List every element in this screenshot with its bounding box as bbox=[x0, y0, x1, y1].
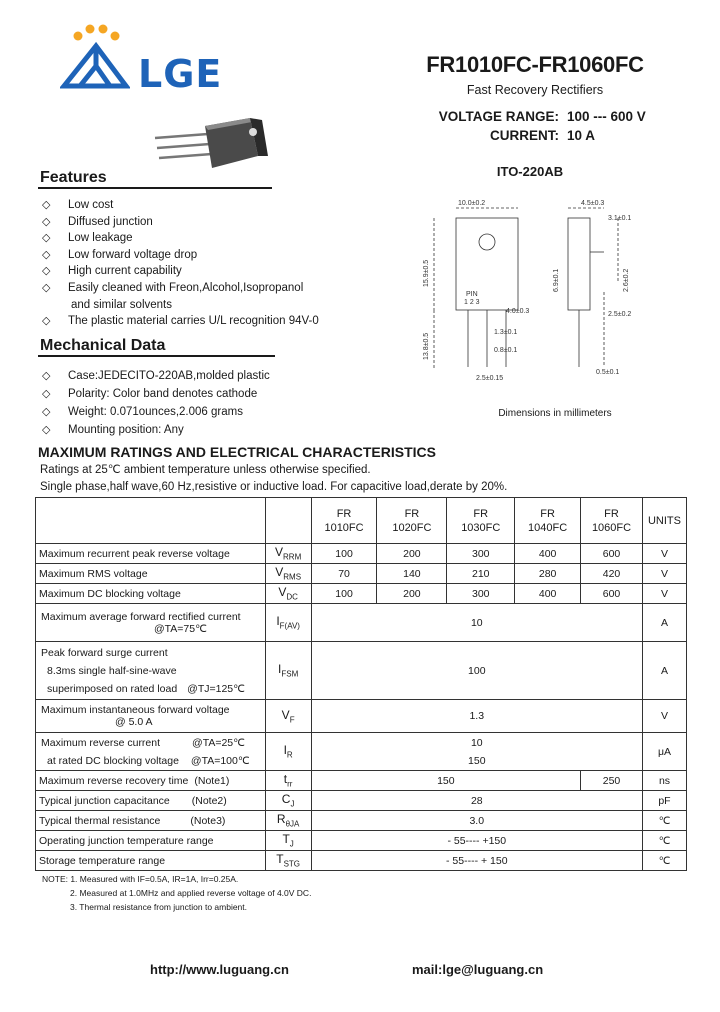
table-row bbox=[36, 851, 687, 871]
value-cell: 600 bbox=[581, 584, 643, 604]
value-cell: 400 bbox=[515, 544, 581, 564]
dim-label: 2.6±0.2 bbox=[623, 268, 630, 292]
dim-label: 3.1±0.1 bbox=[608, 215, 632, 222]
param-cell: Typical thermal resistance (Note3) bbox=[36, 811, 266, 831]
component-photo bbox=[150, 112, 270, 182]
features-list bbox=[40, 197, 360, 330]
symbol-cell: $T_{STG}$ bbox=[265, 851, 311, 871]
value-cell: 100 bbox=[311, 544, 377, 564]
list-item: ◇ The plastic material carries U/L recognition 94V-0 bbox=[40, 313, 360, 330]
symbol-cell: $V_{RRM}$ bbox=[265, 544, 311, 564]
voltage-range bbox=[420, 109, 646, 124]
dim-label: 0.5±0.1 bbox=[596, 369, 620, 376]
footnote-2: 2. Measured at 1.0MHz and applied reverse voltage of 4.0V DC. bbox=[70, 888, 312, 898]
dim-label: 15.9±0.5 bbox=[423, 259, 430, 287]
list-item: and similar solvents bbox=[71, 298, 172, 311]
footnote-1: NOTE: 1. Measured with IF=0.5A, IR=1A, Irr=0.25A. bbox=[42, 874, 239, 884]
mechanical-list bbox=[40, 367, 370, 439]
symbol-cell: $C_J$ bbox=[265, 791, 311, 811]
list-item: ◇ Diffused junction bbox=[40, 214, 360, 231]
table-cell bbox=[36, 498, 266, 544]
diamond-bullet-icon: ◇ bbox=[42, 215, 51, 228]
unit-cell: μA bbox=[642, 733, 686, 771]
column-header: FR 1040FC bbox=[515, 498, 581, 544]
component-body-icon bbox=[205, 118, 268, 168]
value-cell: 300 bbox=[447, 584, 515, 604]
table-row bbox=[36, 564, 687, 584]
table-row bbox=[36, 831, 687, 851]
ratings-note-1: Ratings at 25℃ ambient temperature unless otherwise specified. bbox=[40, 464, 371, 476]
symbol-cell: $I_{FSM}$ bbox=[265, 642, 311, 700]
table-row bbox=[36, 811, 687, 831]
dim-label: 4.0±0.3 bbox=[506, 308, 530, 315]
value-cell: 100 bbox=[311, 584, 377, 604]
diamond-bullet-icon: ◇ bbox=[42, 388, 51, 400]
param-cell: Maximum average forward rectified current @TA=75℃ bbox=[36, 604, 266, 642]
value-cell: 200 bbox=[377, 544, 447, 564]
unit-cell: A bbox=[642, 642, 686, 700]
dim-label: PIN bbox=[466, 291, 478, 298]
dim-label: 6.9±0.1 bbox=[553, 268, 560, 292]
current-label: CURRENT: bbox=[490, 128, 559, 143]
value-cell: 210 bbox=[447, 564, 515, 584]
symbol-cell: $V_{RMS}$ bbox=[265, 564, 311, 584]
list-item: ◇ Easily cleaned with Freon,Alcohol,Isopropanol bbox=[40, 280, 360, 297]
table-row bbox=[36, 544, 687, 564]
param-cell: Typical junction capacitance (Note2) bbox=[36, 791, 266, 811]
ratings-table bbox=[35, 497, 687, 871]
table-cell bbox=[265, 498, 311, 544]
value-cell: 1.3 bbox=[311, 700, 642, 733]
page-title: FR1010FC-FR1060FC bbox=[426, 52, 644, 77]
unit-cell: V bbox=[642, 700, 686, 733]
symbol-cell: $I_{F(AV)}$ bbox=[265, 604, 311, 642]
diamond-bullet-icon: ◇ bbox=[42, 199, 51, 211]
symbol-cell: $R_{\theta JA}$ bbox=[265, 811, 311, 831]
website-link[interactable]: http://www.luguang.cn bbox=[150, 962, 289, 977]
value-cell: 140 bbox=[377, 564, 447, 584]
value-cell: 70 bbox=[311, 564, 377, 584]
value-cell: 28 bbox=[311, 791, 642, 811]
list-item: ◇ Case:JEDECITO-220AB,molded plastic bbox=[40, 367, 370, 385]
package-outline-icon bbox=[434, 208, 618, 370]
symbol-cell: $t_{rr}$ bbox=[265, 771, 311, 791]
component-leads-icon bbox=[155, 134, 212, 158]
column-header: FR 1020FC bbox=[377, 498, 447, 544]
table-row bbox=[36, 604, 687, 642]
current-value: 10 A bbox=[567, 128, 596, 143]
list-item: ◇ Low leakage bbox=[40, 230, 360, 247]
diamond-bullet-icon: ◇ bbox=[42, 424, 51, 436]
diamond-bullet-icon: ◇ bbox=[42, 315, 51, 328]
value-cell: 100 bbox=[311, 642, 642, 700]
unit-cell: ℃ bbox=[642, 851, 686, 871]
dim-label: 1.3±0.1 bbox=[494, 329, 518, 336]
features-divider bbox=[38, 187, 272, 189]
value-cell: 150 bbox=[311, 771, 580, 791]
diamond-bullet-icon: ◇ bbox=[42, 265, 51, 278]
voltage-range-value: 100 --- 600 V bbox=[567, 109, 646, 124]
unit-cell: ℃ bbox=[642, 811, 686, 831]
symbol-cell: $V_{DC}$ bbox=[265, 584, 311, 604]
symbol-cell: $V_F$ bbox=[265, 700, 311, 733]
value-cell: 200 bbox=[377, 584, 447, 604]
unit-cell: ns bbox=[642, 771, 686, 791]
param-cell: Maximum instantaneous forward voltage @ 5.0 A bbox=[36, 700, 266, 733]
table-row bbox=[36, 700, 687, 733]
diamond-bullet-icon: ◇ bbox=[42, 406, 51, 418]
page-subtitle: Fast Recovery Rectifiers bbox=[466, 83, 604, 97]
value-cell: 400 bbox=[515, 584, 581, 604]
diagram-caption: Dimensions in millimeters bbox=[498, 408, 612, 419]
logo-text: LGE bbox=[138, 52, 223, 96]
triangle-mark-icon bbox=[64, 46, 126, 86]
table-row bbox=[36, 642, 687, 700]
diamond-bullet-icon: ◇ bbox=[42, 281, 51, 294]
param-cell: Maximum reverse current @TA=25℃ at rated DC blocking voltage @TA=100℃ bbox=[36, 733, 266, 771]
dimension-diagram bbox=[418, 192, 680, 424]
dim-label: 10.0±0.2 bbox=[458, 200, 486, 207]
dim-label: 4.5±0.3 bbox=[581, 200, 605, 207]
mechanical-divider bbox=[38, 355, 275, 357]
list-item: ◇ Mounting position: Any bbox=[40, 421, 370, 439]
unit-cell: ℃ bbox=[642, 831, 686, 851]
symbol-cell: $I_R$ bbox=[265, 733, 311, 771]
column-header: FR 1010FC bbox=[311, 498, 377, 544]
unit-cell: V bbox=[642, 564, 686, 584]
list-item: ◇ Low cost bbox=[40, 197, 360, 214]
table-header-row bbox=[36, 498, 687, 544]
ratings-title: MAXIMUM RATINGS AND ELECTRICAL CHARACTERISTICS bbox=[38, 444, 436, 460]
list-item: ◇ High current capability bbox=[40, 263, 360, 280]
value-cell: 600 bbox=[581, 544, 643, 564]
dim-label: 13.8±0.5 bbox=[423, 332, 430, 360]
value-cell: 250 bbox=[581, 771, 643, 791]
value-cell: 420 bbox=[581, 564, 643, 584]
unit-cell: V bbox=[642, 544, 686, 564]
value-cell: 3.0 bbox=[311, 811, 642, 831]
logo-mark bbox=[60, 24, 130, 94]
current-rating bbox=[420, 128, 595, 143]
email-link[interactable]: mail:lge@luguang.cn bbox=[412, 962, 544, 977]
param-cell: Maximum recurrent peak reverse voltage bbox=[36, 544, 266, 564]
param-cell: Peak forward surge current 8.3ms single half-sine-wave superimposed on rated load @TJ=125℃ bbox=[36, 642, 266, 700]
list-item: ◇ Polarity: Color band denotes cathode bbox=[40, 385, 370, 403]
table-row bbox=[36, 791, 687, 811]
value-cell: - 55---- + 150 bbox=[311, 851, 642, 871]
param-cell: Operating junction temperature range bbox=[36, 831, 266, 851]
value-cell: 300 bbox=[447, 544, 515, 564]
dim-label: 0.8±0.1 bbox=[494, 347, 518, 354]
unit-cell: pF bbox=[642, 791, 686, 811]
list-item: ◇ Weight: 0.071ounces,2.006 grams bbox=[40, 403, 370, 421]
diamond-bullet-icon: ◇ bbox=[42, 370, 51, 382]
sun-rays-icon bbox=[74, 25, 120, 41]
value-cell: - 55---- +150 bbox=[311, 831, 642, 851]
column-header: FR 1060FC bbox=[581, 498, 643, 544]
param-cell: Maximum RMS voltage bbox=[36, 564, 266, 584]
value-cell: 280 bbox=[515, 564, 581, 584]
param-cell: Storage temperature range bbox=[36, 851, 266, 871]
dim-label: 2.5±0.2 bbox=[608, 311, 632, 318]
unit-cell: V bbox=[642, 584, 686, 604]
footnotes bbox=[42, 872, 311, 914]
param-cell: Maximum DC blocking voltage bbox=[36, 584, 266, 604]
features-heading: Features bbox=[40, 169, 107, 186]
diamond-bullet-icon: ◇ bbox=[42, 232, 51, 245]
table-row bbox=[36, 584, 687, 604]
column-header: FR 1030FC bbox=[447, 498, 515, 544]
dim-label: 2.5±0.15 bbox=[476, 375, 504, 382]
table-row bbox=[36, 733, 687, 771]
footnote-3: 3. Thermal resistance from junction to ambient. bbox=[70, 902, 248, 912]
dim-label: 1 2 3 bbox=[464, 299, 480, 306]
list-item: ◇ Low forward voltage drop bbox=[40, 247, 360, 264]
param-cell: Maximum reverse recovery time (Note1) bbox=[36, 771, 266, 791]
diamond-bullet-icon: ◇ bbox=[42, 248, 51, 261]
value-cell: 10 150 bbox=[311, 733, 642, 771]
voltage-range-label: VOLTAGE RANGE: bbox=[438, 109, 559, 124]
package-name: ITO-220AB bbox=[496, 164, 564, 179]
symbol-cell: $T_J$ bbox=[265, 831, 311, 851]
value-cell: 10 bbox=[311, 604, 642, 642]
table-row bbox=[36, 771, 687, 791]
units-header: UNITS bbox=[642, 498, 686, 544]
unit-cell: A bbox=[642, 604, 686, 642]
mechanical-heading: Mechanical Data bbox=[40, 337, 166, 354]
ratings-note-2: Single phase,half wave,60 Hz,resistive or inductive load. For capacitive load,derate by 20%. bbox=[40, 481, 508, 493]
